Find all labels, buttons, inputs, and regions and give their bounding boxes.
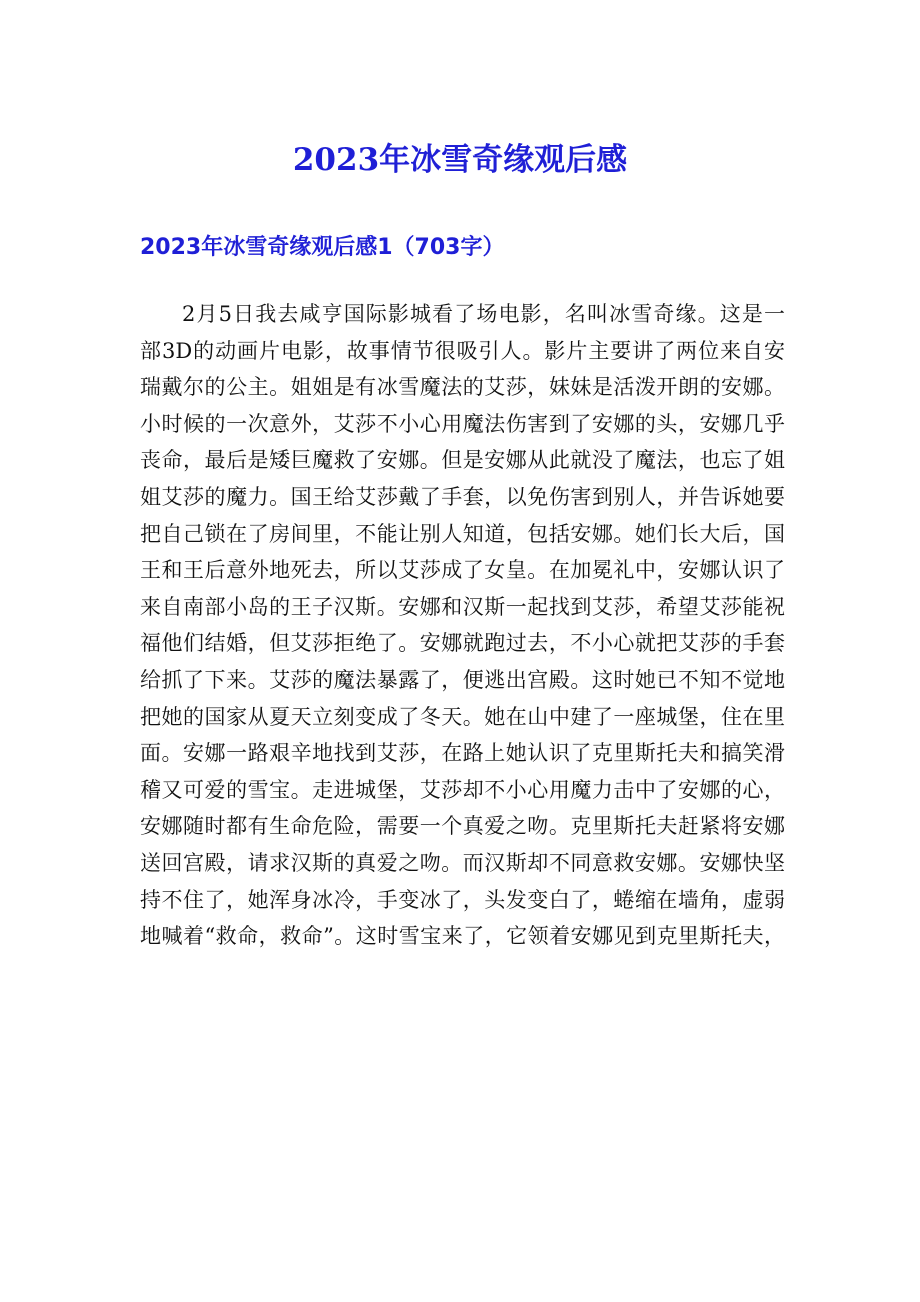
body-paragraph — [140, 296, 785, 955]
section-heading: 2023年冰雪奇缘观后感1（703字） — [140, 235, 505, 260]
paragraph-line: 给抓了下来。艾莎的魔法暴露了，便逃出宫殿。这时她已不知不觉地 — [140, 667, 785, 692]
paragraph-line: 把自己锁在了房间里，不能让别人知道，包括安娜。她们长大后，国 — [140, 521, 785, 546]
paragraph-line: 送回宫殿，请求汉斯的真爱之吻。而汉斯却不同意救安娜。安娜快坚 — [140, 850, 785, 875]
paragraph-line: 福他们结婚，但艾莎拒绝了。安娜就跑过去，不小心就把艾莎的手套 — [140, 631, 785, 656]
paragraph-line: 2月5日我去咸亨国际影城看了场电影，名叫冰雪奇缘。这是一 — [182, 302, 785, 326]
paragraph-line: 小时候的一次意外，艾莎不小心用魔法伤害到了安娜的头，安娜几乎 — [140, 411, 785, 436]
paragraph-line: 安娜随时都有生命危险，需要一个真爱之吻。克里斯托夫赶紧将安娜 — [140, 814, 785, 839]
paragraph-line: 姐艾莎的魔力。国王给艾莎戴了手套，以免伤害到别人，并告诉她要 — [140, 484, 785, 509]
paragraph-line: 稽又可爱的雪宝。走进城堡，艾莎却不小心用魔力击中了安娜的心， — [140, 777, 785, 802]
document-title: 2023年冰雪奇缘观后感 — [292, 142, 628, 178]
paragraph-line: 丧命，最后是矮巨魔救了安娜。但是安娜从此就没了魔法，也忘了姐 — [140, 448, 785, 473]
paragraph-line: 部3D的动画片电影，故事情节很吸引人。影片主要讲了两位来自安 — [140, 338, 785, 363]
paragraph-line: 面。安娜一路艰辛地找到艾莎，在路上她认识了克里斯托夫和搞笑滑 — [140, 741, 785, 766]
paragraph-line: 持不住了，她浑身冰冷，手变冰了，头发变白了，蜷缩在墙角，虚弱 — [140, 887, 785, 912]
paragraph-line: 瑞戴尔的公主。姐姐是有冰雪魔法的艾莎，妹妹是活泼开朗的安娜。 — [140, 375, 785, 400]
paragraph-line: 来自南部小岛的王子汉斯。安娜和汉斯一起找到艾莎，希望艾莎能祝 — [140, 594, 785, 619]
paragraph-line: 地喊着“救命，救命”。这时雪宝来了，它领着安娜见到克里斯托夫， — [140, 924, 785, 949]
paragraph-line: 王和王后意外地死去，所以艾莎成了女皇。在加冕礼中，安娜认识了 — [140, 558, 785, 583]
paragraph-line: 把她的国家从夏天立刻变成了冬天。她在山中建了一座城堡，住在里 — [140, 704, 785, 729]
